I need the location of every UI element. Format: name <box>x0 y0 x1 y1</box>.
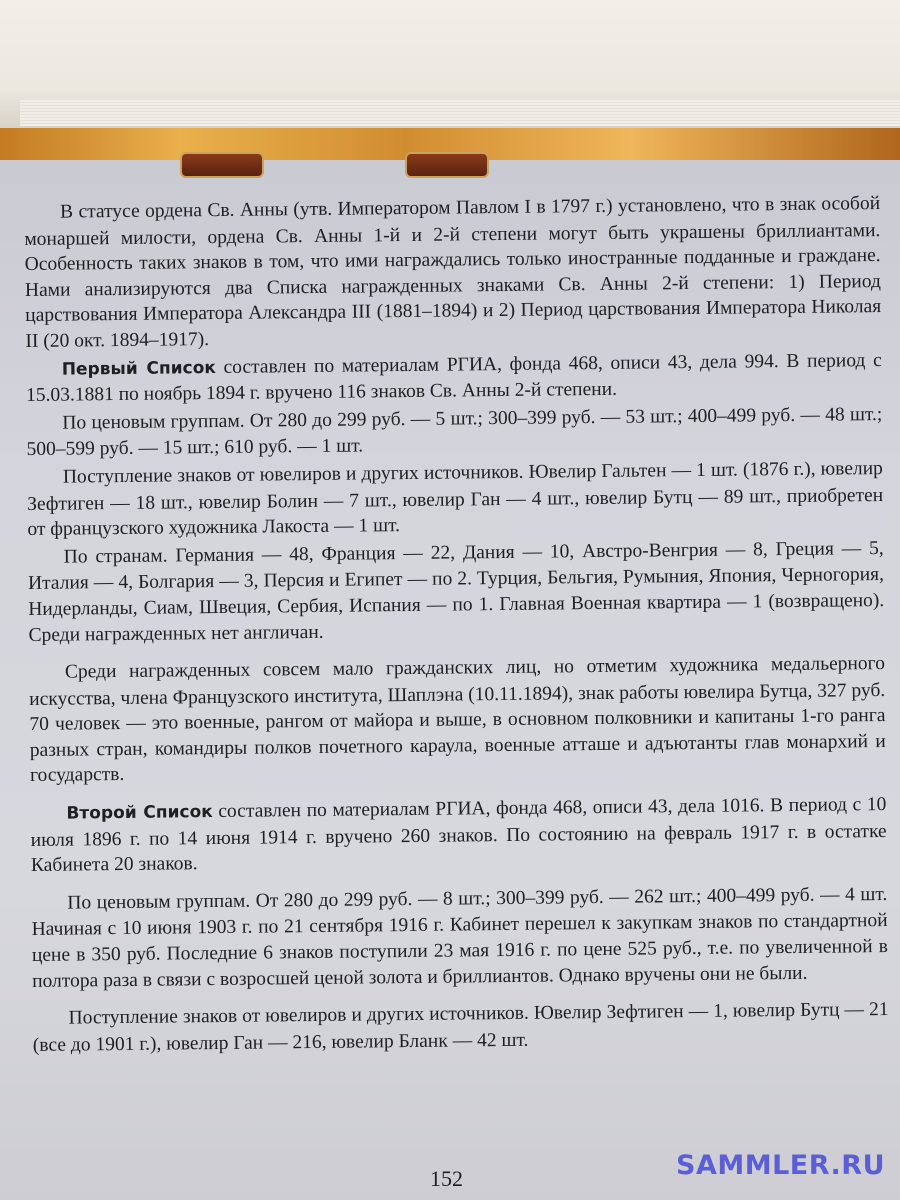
paragraph <box>31 882 888 994</box>
paragraph-text: По ценовым группам. От 280 до 299 руб. — 8 шт.; 300–399 руб. — 262 шт.; 400–499 руб. — 4 шт. Начиная с 10 июня 1903 г. по 21 сентября 1916 г. Кабинет перешел к закупкам знаков по стандартной цене в 350 руб. Последние 6 знаков поступили 23 мая 1916 г. по цене 525 руб., т.е. по увеличенной в полтора раза в связи с возросшей ценой золота и бриллиантов. Однако вручены они не были. <box>31 883 888 992</box>
bookmark-clasp <box>405 152 489 178</box>
paragraph-text: По ценовым группам. От 280 до 299 руб. — 5 шт.; 300–399 руб. — 53 шт.; 400–499 руб. — 48 шт.; 500–599 руб. — 15 шт.; 610 руб. — 1 шт. <box>26 403 883 461</box>
paragraph <box>24 191 882 355</box>
paragraph-lead: Второй Список <box>66 802 213 824</box>
paragraph <box>30 792 887 879</box>
page-stack <box>0 0 900 130</box>
paragraph <box>26 402 882 463</box>
paragraph-text: составлен по материалам РГИА, фонда 468, описи 43, дела 994. В период с 15.03.1881 по ноябрь 1894 г. вручено 116 знаков Св. Анны 2-й степени. <box>25 349 882 407</box>
paragraph <box>29 651 886 789</box>
paragraph <box>28 536 885 648</box>
paragraph-text: Поступление знаков от ювелиров и других источников. Ювелир Зефтиген — 1, ювелир Бутц — 21 (все до 1901 г.), ювелир Ган — 216, ювелир Бланк — 42 шт. <box>32 999 889 1056</box>
page-edges <box>20 100 900 126</box>
bookmark-clasp <box>180 152 264 178</box>
paragraph-text: Среди награжденных совсем мало гражданских лиц, но отметим художника медальерного искусства, члена Французского института, Шаплэна (10.11.1894), знак работы ювелира Бутца, 327 руб. 70 человек — это военные, рангом от майора и выше, в основном полковники и капитаны 1-го ранга разных стран, командиры полков почетного караула, военные атташе и адъютанты глав монархий и государств. <box>29 653 886 787</box>
paragraph-text: По странам. Германия — 48, Франция — 22, Дания — 10, Австро-Венгрия — 8, Греция — 5, Италия — 4, Болгария — 3, Персия и Египет — по 2. Турция, Бельгия, Румыния, Япония, Черногория, Нидерланды, Сиам, Швеция, Сербия, Испания — по 1. Главная Военная квартира — 1 (возвращено). Среди награжденных нет англичан. <box>27 537 885 646</box>
paragraph-text: В статусе ордена Св. Анны (утв. Императором Павлом I в 1797 г.) установлено, что в знак особой монаршей милости, ордена Св. Анны 1-й и 2-й степени могут быть украшены бриллиантами. Особенность таких знаков в том, что ими награждались только иностранные подданные и граждане. Нами анализируются два Списка награжденных знаками Св. Анны 2-й степени: 1) Период царствования Императора Александра III (1881–1894) и 2) Период царствования Императора Николая II (20 окт. 1894–1917). <box>24 193 882 352</box>
watermark: SAMMLER.RU <box>676 1150 885 1181</box>
paragraph <box>26 348 882 409</box>
paragraph <box>27 456 884 543</box>
page-text <box>24 191 889 1060</box>
paragraph <box>32 997 888 1058</box>
paragraph-lead: Первый Список <box>61 357 216 380</box>
paragraph-text: составлен по материалам РГИА, фонда 468, описи 43, дела 1016. В период с 10 июля 1896 г. по 14 июня 1914 г. вручено 260 знаков. По состоянию на февраль 1917 г. в остатке Кабинета 20 знаков. <box>30 794 887 877</box>
page-number: 152 <box>430 1166 463 1191</box>
paragraph-text: Поступление знаков от ювелиров и других источников. Ювелир Гальтен — 1 шт. (1876 г.), ювелир Зефтиген — 18 шт., ювелир Болин — 7 шт., ювелир Ган — 4 шт., ювелир Бутц — 89 шт., приобретен от французского художника Лакоста — 1 шт. <box>27 457 884 541</box>
